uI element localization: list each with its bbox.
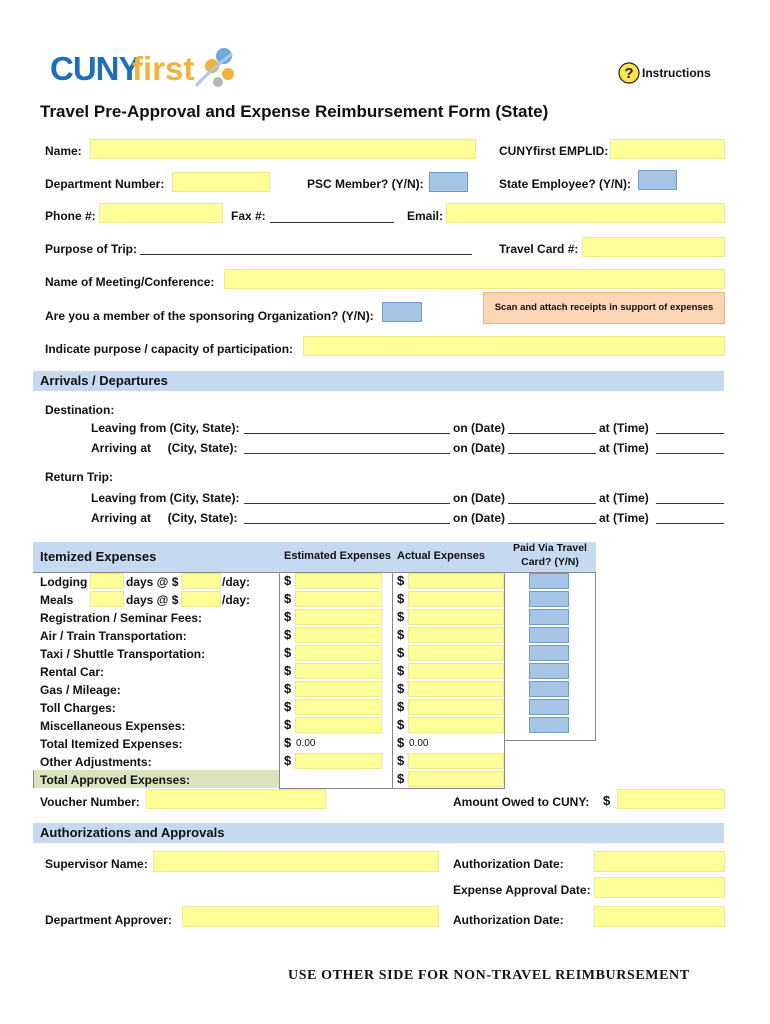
return-leaving-date-field[interactable]: [508, 488, 596, 504]
meals-days-field[interactable]: [90, 591, 124, 607]
footer-note: USE OTHER SIDE FOR NON-TRAVEL REIMBURSEMENT: [288, 968, 690, 983]
total-actual-value: 0.00: [409, 738, 429, 749]
email-field[interactable]: [446, 203, 725, 223]
form-title: Travel Pre-Approval and Expense Reimbursement Form (State): [40, 102, 549, 121]
actual-amount-field[interactable]: [408, 609, 504, 625]
meals-rate-field[interactable]: [181, 591, 221, 607]
actual-amount-field[interactable]: [408, 573, 504, 589]
destination-leaving-label: Leaving from (City, State):: [91, 421, 240, 435]
table-divider: [392, 572, 393, 788]
paid-via-card-field[interactable]: [529, 627, 569, 643]
total-itemized-label: Total Itemized Expenses:: [40, 737, 183, 751]
estimated-amount-field[interactable]: [295, 717, 382, 733]
paid-card-header: [505, 541, 595, 571]
destination-arriving-label: Arriving at (City, State):: [91, 441, 238, 455]
estimated-amount-field[interactable]: [295, 627, 382, 643]
travel-card-label: Travel Card #:: [499, 242, 579, 256]
table-divider: [595, 572, 596, 740]
expense-row-label: Toll Charges:: [40, 701, 116, 715]
actual-amount-field[interactable]: [408, 645, 504, 661]
department-approver-field[interactable]: [182, 906, 439, 927]
actual-dollar-sign: $: [397, 591, 405, 606]
supervisor-field[interactable]: [153, 851, 439, 872]
name-label: Name:: [45, 144, 82, 158]
expense-row-label: Rental Car:: [40, 665, 105, 679]
paid-via-card-field[interactable]: [529, 591, 569, 607]
return-leaving-label: Leaving from (City, State):: [91, 491, 240, 505]
actual-amount-field[interactable]: [408, 753, 504, 769]
actual-amount-field[interactable]: [408, 627, 504, 643]
expense-row-label: Registration / Seminar Fees:: [40, 611, 203, 625]
return-leaving-on-date-label: on (Date): [453, 491, 505, 505]
actual-dollar-sign: $: [397, 699, 405, 714]
destination-arriving-date-field[interactable]: [508, 438, 596, 454]
logo-swoosh-icon: [192, 46, 238, 92]
paid-via-card-field[interactable]: [529, 717, 569, 733]
estimated-amount-field[interactable]: [295, 753, 382, 769]
question-mark-icon: [618, 62, 640, 84]
emplid-field[interactable]: [610, 139, 725, 159]
return-arriving-date-field[interactable]: [508, 508, 596, 524]
paid-via-card-field[interactable]: [529, 681, 569, 697]
actual-dollar-sign: $: [397, 771, 405, 786]
lodging-rate-field[interactable]: [181, 573, 221, 589]
amount-owed-field[interactable]: [617, 789, 725, 809]
expense-row-label: Gas / Mileage:: [40, 683, 121, 697]
estimated-dollar-sign: $: [284, 573, 292, 588]
destination-arriving-on-date-label: on (Date): [453, 441, 505, 455]
estimated-amount-field[interactable]: [295, 699, 382, 715]
psc-label: PSC Member? (Y/N):: [307, 177, 424, 191]
expense-row-label: Miscellaneous Expenses:: [40, 719, 186, 733]
svg-text:?: ?: [624, 65, 634, 82]
purpose-label: Purpose of Trip:: [45, 242, 138, 256]
estimated-amount-field[interactable]: [295, 663, 382, 679]
meals-days-at-label: days @ $: [126, 593, 179, 607]
state-employee-label: State Employee? (Y/N):: [499, 177, 632, 191]
destination-leaving-city-field[interactable]: [244, 418, 450, 434]
paid-via-card-field[interactable]: [529, 663, 569, 679]
return-arriving-time-field[interactable]: [656, 508, 724, 524]
estimated-dollar-sign: $: [284, 717, 292, 732]
phone-label: Phone #:: [45, 209, 96, 223]
participation-field[interactable]: [303, 336, 725, 356]
arrivals-section-header: [33, 371, 724, 391]
authorization-date-label: Authorization Date:: [453, 857, 564, 871]
psc-field[interactable]: [429, 172, 468, 192]
paid-via-card-field[interactable]: [529, 609, 569, 625]
actual-amount-field[interactable]: [408, 699, 504, 715]
authorization-date2-field[interactable]: [594, 906, 725, 927]
logo-first-text: first: [132, 50, 195, 87]
estimated-amount-field[interactable]: [295, 591, 382, 607]
arrivals-section-title: Arrivals / Departures: [40, 373, 168, 388]
destination-arriving-city-field[interactable]: [244, 438, 450, 454]
email-label: Email:: [407, 209, 444, 223]
return-leaving-city-field[interactable]: [244, 488, 450, 504]
meeting-label: Name of Meeting/Conference:: [45, 275, 215, 289]
department-label: Department Number:: [45, 177, 165, 191]
table-divider: [504, 740, 596, 741]
fax-label: Fax #:: [231, 209, 266, 223]
estimated-expenses-header: Estimated Expenses: [284, 550, 391, 562]
estimated-dollar-sign: $: [284, 699, 292, 714]
destination-leaving-time-field[interactable]: [656, 418, 724, 434]
return-trip-label: Return Trip:: [45, 470, 113, 484]
lodging-days-at-label: days @ $: [126, 575, 179, 589]
actual-amount-field[interactable]: [408, 591, 504, 607]
actual-dollar-sign: $: [397, 735, 405, 750]
table-divider: [279, 572, 280, 788]
total-approved-label: Total Approved Expenses:: [40, 773, 191, 787]
actual-amount-field[interactable]: [408, 663, 504, 679]
destination-label: Destination:: [45, 403, 115, 417]
return-arriving-at-time-label: at (Time): [599, 511, 649, 525]
cunyfirst-logo: [50, 46, 240, 94]
fax-field[interactable]: [270, 206, 394, 223]
department-field[interactable]: [172, 172, 270, 192]
table-divider: [33, 770, 34, 788]
state-employee-field[interactable]: [638, 170, 677, 190]
actual-dollar-sign: $: [397, 753, 405, 768]
participation-label: Indicate purpose / capacity of participation:: [45, 342, 294, 356]
estimated-dollar-sign: $: [284, 753, 292, 768]
member-field[interactable]: [382, 302, 422, 322]
meals-per-day-label: /day:: [222, 593, 251, 607]
lodging-days-field[interactable]: [90, 573, 124, 589]
return-arriving-on-date-label: on (Date): [453, 511, 505, 525]
receipts-note: [483, 292, 725, 324]
return-arriving-city-field[interactable]: [244, 508, 450, 524]
name-field[interactable]: [90, 139, 476, 159]
actual-dollar-sign: $: [397, 609, 405, 624]
receipts-note-text: Scan and attach receipts in support of expenses: [494, 302, 714, 313]
estimated-dollar-sign: $: [284, 735, 292, 750]
logo-cuny-text: CUNY: [50, 50, 140, 87]
authorizations-section-header: [33, 823, 724, 843]
actual-dollar-sign: $: [397, 573, 405, 588]
table-divider: [504, 572, 505, 788]
return-leaving-at-time-label: at (Time): [599, 491, 649, 505]
estimated-dollar-sign: $: [284, 591, 292, 606]
supervisor-label: Supervisor Name:: [45, 857, 148, 871]
actual-dollar-sign: $: [397, 717, 405, 732]
actual-dollar-sign: $: [397, 663, 405, 678]
actual-amount-field[interactable]: [408, 681, 504, 697]
actual-dollar-sign: $: [397, 681, 405, 696]
meals-label: Meals: [40, 593, 74, 607]
destination-leaving-on-date-label: on (Date): [453, 421, 505, 435]
amount-owed-label: Amount Owed to CUNY:: [453, 795, 590, 809]
expense-row-label: Taxi / Shuttle Transportation:: [40, 647, 206, 661]
estimated-dollar-sign: $: [284, 663, 292, 678]
destination-leaving-date-field[interactable]: [508, 418, 596, 434]
actual-dollar-sign: $: [397, 627, 405, 642]
travel-card-field[interactable]: [582, 237, 725, 257]
estimated-dollar-sign: $: [284, 609, 292, 624]
purpose-field[interactable]: [140, 238, 472, 255]
actual-dollar-sign: $: [397, 645, 405, 660]
destination-arriving-at-time-label: at (Time): [599, 441, 649, 455]
estimated-dollar-sign: $: [284, 681, 292, 696]
paid-via-card-field[interactable]: [529, 573, 569, 589]
voucher-field[interactable]: [146, 789, 326, 809]
estimated-dollar-sign: $: [284, 645, 292, 660]
authorization-date2-label: Authorization Date:: [453, 913, 564, 927]
paid-via-card-field[interactable]: [529, 645, 569, 661]
destination-leaving-at-time-label: at (Time): [599, 421, 649, 435]
return-arriving-label: Arriving at (City, State):: [91, 511, 238, 525]
phone-field[interactable]: [99, 203, 223, 223]
authorization-date-field[interactable]: [594, 851, 725, 872]
estimated-dollar-sign: $: [284, 627, 292, 642]
emplid-label: CUNYfirst EMPLID:: [499, 144, 609, 158]
estimated-amount-field[interactable]: [295, 681, 382, 697]
total-estimated-value: 0.00: [296, 738, 316, 749]
expense-row-label: Air / Train Transportation:: [40, 629, 187, 643]
amount-owed-dollar: $: [603, 793, 611, 808]
destination-arriving-time-field[interactable]: [656, 438, 724, 454]
actual-expenses-header: Actual Expenses: [397, 550, 486, 562]
paid-via-card-field[interactable]: [529, 699, 569, 715]
estimated-amount-field[interactable]: [295, 609, 382, 625]
meeting-field[interactable]: [224, 269, 725, 289]
voucher-label: Voucher Number:: [40, 795, 140, 809]
department-approver-label: Department Approver:: [45, 913, 172, 927]
expense-approval-date-field[interactable]: [594, 877, 725, 898]
authorizations-section-title: Authorizations and Approvals: [40, 825, 225, 840]
other-adjustments-label: Other Adjustments:: [40, 755, 152, 769]
lodging-per-day-label: /day:: [222, 575, 251, 589]
expense-approval-date-label: Expense Approval Date:: [453, 883, 591, 897]
paid-card-header-text: Paid Via Travel Card? (Y/N): [513, 542, 587, 568]
expenses-section-title: Itemized Expenses: [40, 549, 157, 564]
table-divider: [33, 572, 596, 573]
instructions-label: Instructions: [642, 66, 711, 80]
actual-amount-field[interactable]: [408, 771, 504, 787]
member-label: Are you a member of the sponsoring Organization? (Y/N):: [45, 309, 374, 323]
actual-amount-field[interactable]: [408, 717, 504, 733]
return-leaving-time-field[interactable]: [656, 488, 724, 504]
estimated-amount-field[interactable]: [295, 573, 382, 589]
estimated-amount-field[interactable]: [295, 645, 382, 661]
lodging-label: Lodging: [40, 575, 88, 589]
